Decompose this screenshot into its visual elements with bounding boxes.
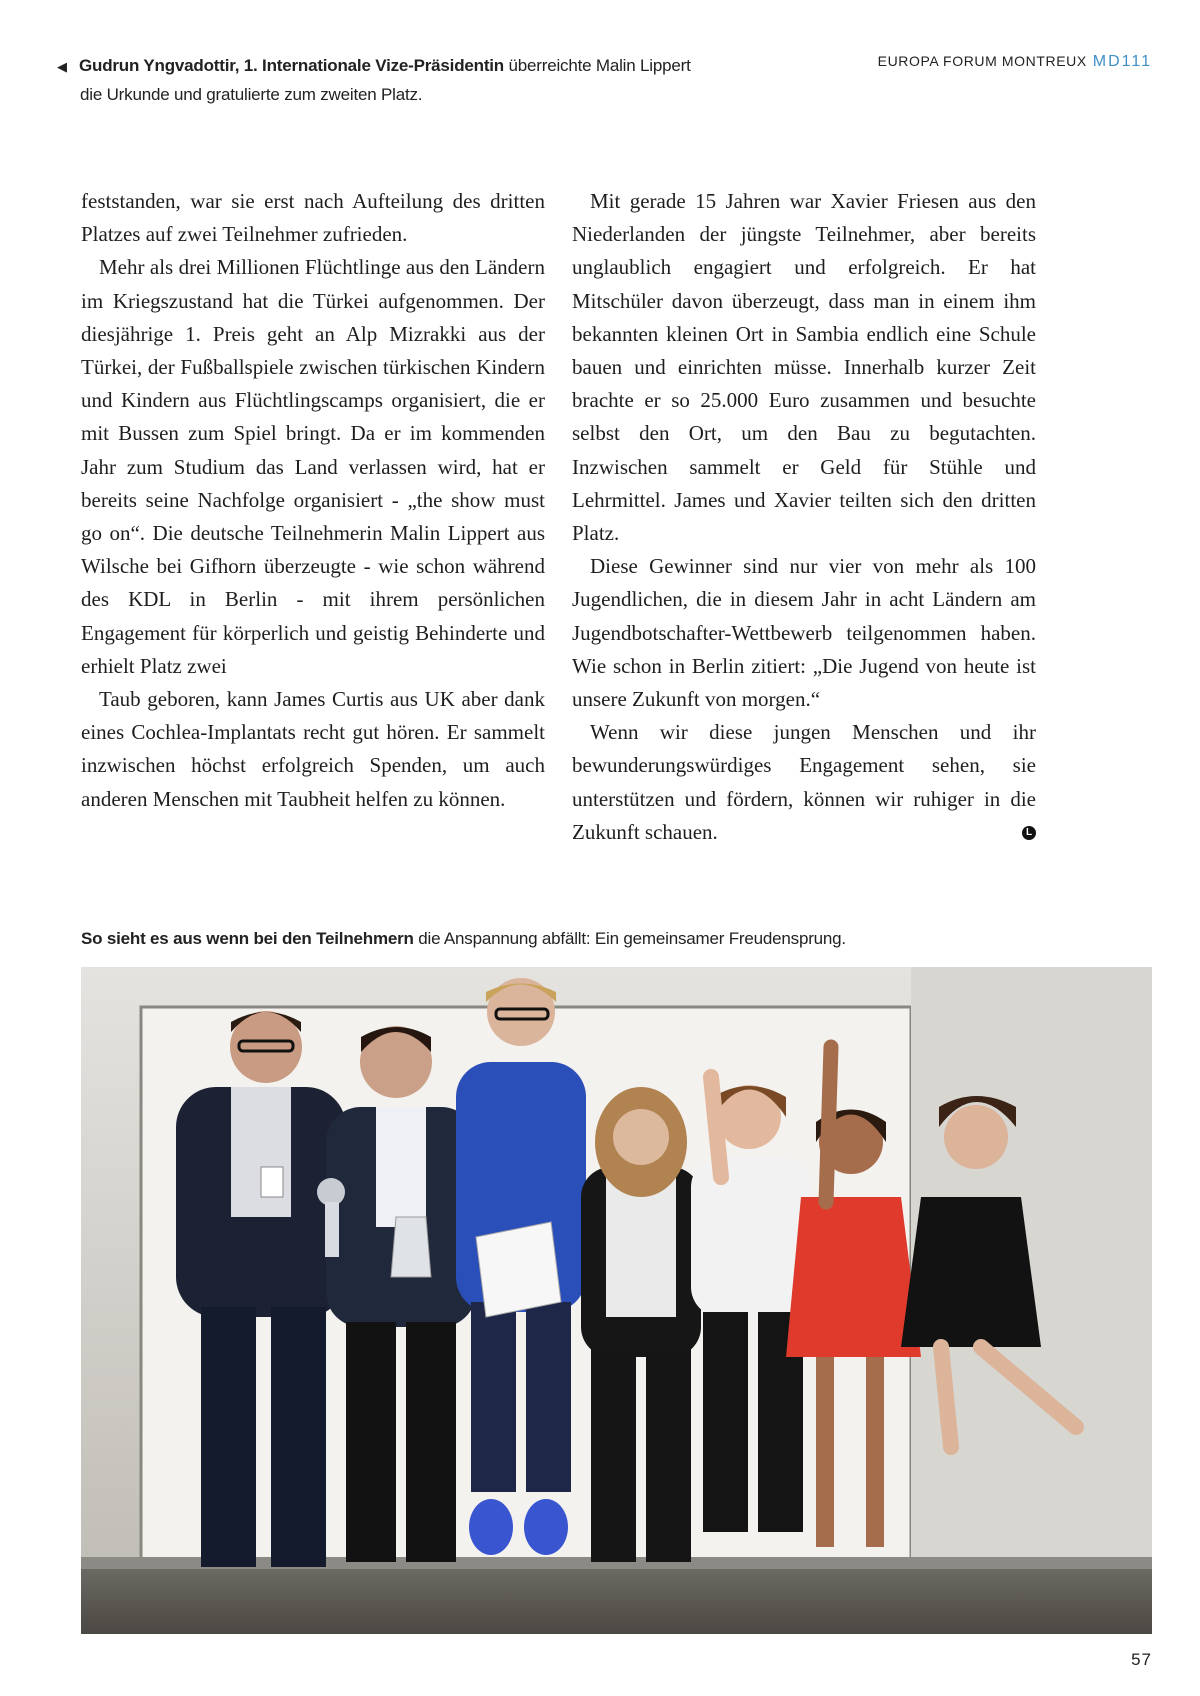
- top-caption-rest: überreichte Malin Lippert: [503, 56, 691, 75]
- top-caption-bold: Gudrun Yngvadottir, 1. Internationale Vize-Präsidentin: [79, 56, 504, 75]
- caption-arrow-icon: ◀: [57, 59, 67, 74]
- article-end-icon: L: [1022, 826, 1036, 840]
- group-photo-caption: [81, 929, 1141, 949]
- top-photo-caption: [57, 52, 757, 109]
- publication-name: EUROPA FORUM MONTREUX: [877, 53, 1087, 69]
- top-caption-line2: die Urkunde und gratulierte zum zweiten Platz.: [80, 85, 423, 104]
- running-header: [878, 53, 1152, 71]
- group-jump-photo: [81, 967, 1152, 1634]
- page-number: 57: [1131, 1650, 1152, 1669]
- left-text-column: [81, 185, 545, 816]
- photo-caption-bold: So sieht es aus wenn bei den Teilnehmern: [81, 929, 414, 948]
- right-paragraph-3: [572, 716, 1036, 849]
- left-paragraph-1: feststanden, war sie erst nach Aufteilung des dritten Platzes auf zwei Teilnehmer zufrieden.: [81, 189, 545, 247]
- left-paragraph-3: Taub geboren, kann James Curtis aus UK aber dank eines Cochlea-Implantats recht gut hören. Er sammelt inzwischen höchst erfolgreich Spenden, um auch anderen Menschen mit Taubheit helfen zu können.: [81, 687, 545, 811]
- group-photo-illustration: [81, 967, 1152, 1634]
- right-paragraph-3-text: Wenn wir diese jungen Menschen und ihr bewunderungswürdiges Engagement sehen, sie unterstützen und fördern, können wir ruhiger in die Zukunft schauen.: [572, 720, 1036, 844]
- right-paragraph-2: Diese Gewinner sind nur vier von mehr als 100 Jugendlichen, die in diesem Jahr in acht Ländern am Jugendbotschafter-Wettbewerb teilgenommen haben. Wie schon in Berlin zitiert: „Die Jugend von heute ist unsere Zukunft von morgen.“: [572, 554, 1036, 712]
- right-text-column: [572, 185, 1036, 849]
- publication-code: MD111: [1092, 53, 1152, 70]
- right-paragraph-1: Mit gerade 15 Jahren war Xavier Friesen aus den Niederlanden der jüngste Teilnehmer, aber bereits unglaublich engagiert und erfolgreich. Er hat Mitschüler davon überzeugt, dass man in einem ihm bekannten kleinen Ort in Sambia endlich eine Schule bauen und einrichten müsse. Innerhalb kurzer Zeit brachte er so 25.000 Euro zusammen und besuchte selbst den Ort, um den Bau zu begutachten. Inzwischen sammelt er Geld für Stühle und Lehrmittel. James und Xavier teilten sich den dritten Platz.: [572, 189, 1036, 546]
- left-paragraph-2: Mehr als drei Millionen Flüchtlinge aus den Ländern im Kriegszustand hat die Türkei aufgenommen. Der diesjährige 1. Preis geht an Alp Mizrakki aus der Türkei, der Fußballspiele zwischen türkischen Kindern und Kindern aus Flüchtlingscamps organisiert, die er mit Bussen zum Spiel bringt. Da er im kommenden Jahr zum Studium das Land verlassen wird, hat er bereits seine Nachfolge organisiert - „the show must go on“. Die deutsche Teilnehmerin Malin Lippert aus Wilsche bei Gifhorn überzeugte - wie schon während des KDL in Berlin - mit ihrem persönlichen Engagement für körperlich und geistig Behinderte und erhielt Platz zwei: [81, 255, 545, 678]
- photo-caption-rest: die Anspannung abfällt: Ein gemeinsamer Freudensprung.: [413, 929, 846, 948]
